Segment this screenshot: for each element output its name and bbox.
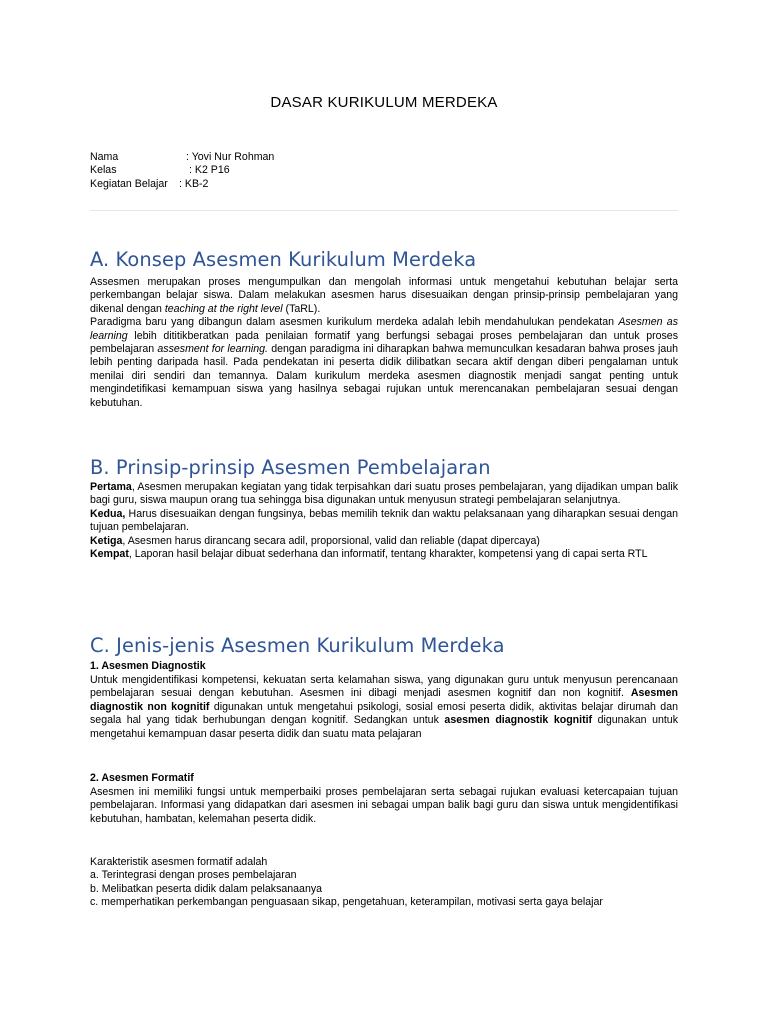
bold-run: Kedua,	[90, 507, 126, 520]
section-a-heading: A. Konsep Asesmen Kurikulum Merdeka	[90, 248, 477, 271]
list-item: b. Melibatkan peserta didik dalam pelaksanaanya	[90, 882, 323, 895]
identity-value: : Yovi Nur Rohman	[186, 151, 275, 163]
section-a-paragraph-2	[90, 316, 678, 410]
text-run: , Asesmen merupakan kegiatan yang tidak terpisahkan dari suatu proses pembelajaran, yang dijadikan umpan balik bagi guru, siswa maupun orang tua sehingga bisa digunakan untuk menyusun strategi pembelajaran selanjutnya.	[90, 481, 678, 507]
formative-paragraph: Asesmen ini memiliki fungsi untuk memperbaiki proses pembelajaran serta sebagai rujukan evaluasi ketercapaian tujuan pembelajaran. Informasi yang didapatkan dari asesmen ini sebagai umpan balik bagi guru dan siswa untuk mengidentifikasi kebutuhan, hambatan, kelemahan peserta didik.	[90, 786, 678, 825]
list-item: c. memperhatikan perkembangan penguasaan sikap, pengetahuan, keterampilan, motivasi serta gaya belajar	[90, 896, 603, 909]
text-run: Assesmen merupakan proses mengumpulkan dan mengolah informasi untuk mengetahui kebutuhan belajar serta perkembangan belajar siswa. Dalam melakukan asesmen harus disesuaikan dengan prinsip-prinsip pembelajaran yang dikenal dengan	[90, 276, 678, 315]
bold-run: Ketiga	[90, 534, 123, 547]
text-run: lebih dititikberatkan pada penilaian formatif yang berfungsi sebagai proses pembelajaran dan untuk proses pembelajaran	[90, 329, 678, 356]
section-b-heading: B. Prinsip-prinsip Asesmen Pembelajaran	[90, 456, 491, 479]
identity-label: Nama	[90, 151, 119, 163]
italic-run: Asesmen as learning	[90, 316, 678, 342]
diagnostic-paragraph	[90, 674, 678, 741]
section-b-body	[90, 481, 678, 561]
principle-item	[90, 535, 678, 548]
sub-heading-diagnostic: 1. Asesmen Diagnostik	[90, 660, 206, 672]
bold-run: Asesmen diagnostik non kognitif	[90, 687, 678, 713]
document-title: DASAR KURIKULUM MERDEKA	[270, 94, 498, 111]
text-run: Harus disesuaikan dengan fungsinya, bebas memilih teknik dan waktu pelaksanaan yang diharapkan sesuai dengan tujuan pembelajaran.	[90, 507, 678, 534]
text-run: digunakan untuk mengetahui kemampuan dasar peserta didik dan suatu mata pelajaran	[90, 714, 678, 740]
text-run: Untuk mengidentifikasi kompetensi, kekuatan serta kelamahan siswa, yang digunakan guru untuk menyusun perencanaan pembelajaran sesuai dengan kebutuhan. Asesmen ini dibagi menjadi asesmen kognitif dan non kognitif.	[90, 674, 678, 700]
principle-item	[90, 508, 678, 535]
principle-item	[90, 481, 678, 508]
formative-body	[90, 786, 678, 826]
bold-run: asesmen diagnostik kognitif	[444, 714, 593, 727]
text-run: digunakan untuk mengetahui psikologi, sosial emosi peserta didik, aktivitas belajar dirumah dan segala hal yang tidak berhubungan dengan kognitif. Sedangkan untuk	[90, 700, 678, 727]
divider-line	[90, 210, 678, 211]
text-run: , Asesmen harus dirancang secara adil, proporsional, valid dan reliable (dapat dipercaya)	[122, 534, 540, 547]
text-run: Paradigma baru yang dibangun dalam asesmen kurikulum merdeka adalah lebih mendahulukan pendekatan	[90, 316, 619, 329]
principle-item	[90, 548, 678, 561]
identity-label: Kelas	[90, 164, 117, 177]
characteristics-intro: Karakteristik asesmen formatif adalah	[90, 856, 268, 868]
diagnostic-body	[90, 674, 678, 741]
bold-run: Pertama	[90, 481, 132, 493]
text-run: , Laporan hasil belajar dibuat sederhana dan informatif, tentang kharakter, kompetensi yang di capai serta RTL	[128, 548, 648, 561]
sub-heading-formative: 2. Asesmen Formatif	[90, 772, 194, 784]
italic-run: assesment for learning.	[157, 343, 268, 356]
section-a-body	[90, 276, 678, 410]
section-a-paragraph-1	[90, 276, 678, 316]
characteristics-list	[90, 856, 603, 910]
bold-run: Kempat	[90, 548, 129, 561]
identity-value: : KB-2	[179, 177, 209, 190]
identity-label: Kegiatan Belajar	[90, 177, 168, 190]
identity-value: : K2 P16	[189, 164, 230, 177]
text-run: dengan paradigma ini diharapkan bahwa memunculkan kesadaran bahwa proses jauh lebih penting daripada hasil. Pada pendekatan ini peserta didik dilibatkan secara aktif dengan diberi pengalaman untuk menilai diri sendiri dan temannya. Dalam kurikulum merdeka asesmen diagnostik menjadi sangat penting untuk mengindetifikasi kemampuan siswa yang hasilnya sebagai rujukan untuk merencanakan pembelajaran sesuai dengan kebutuhan.	[90, 343, 678, 409]
text-run: (TaRL).	[282, 302, 321, 315]
section-c-heading: C. Jenis-jenis Asesmen Kurikulum Merdeka	[90, 634, 505, 657]
list-item: a. Terintegrasi dengan proses pembelajaran	[90, 869, 297, 882]
italic-run: teaching at the right level	[164, 302, 283, 315]
